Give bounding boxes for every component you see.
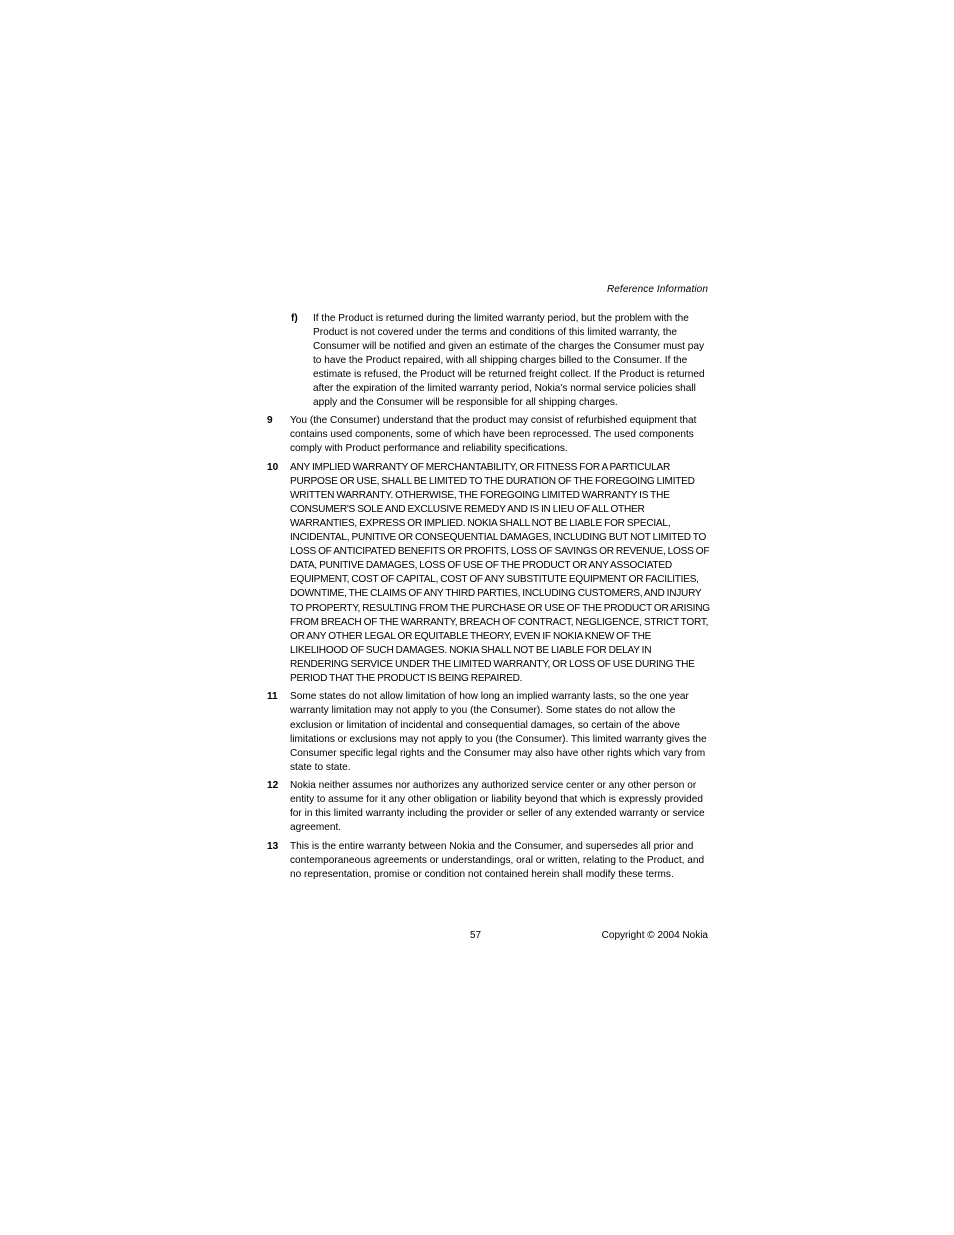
copyright-notice: Copyright © 2004 Nokia	[601, 930, 708, 941]
item-number: 10	[267, 462, 279, 474]
sub-item-marker: f)	[291, 313, 298, 324]
item-text: This is the entire warranty between Nokia and the Consumer, and supersedes all prior and contemporaneous agreements or understandings, oral or written, relating to the Product, and no representation, promise or condition not contained herein shall modify these terms.	[290, 841, 705, 881]
item-text: You (the Consumer) understand that the product may consist of refurbished equipment that contains used components, some of which have been reprocessed. The used components comply with Product performance and reliability specifications.	[290, 415, 697, 455]
warranty-terms	[267, 312, 711, 887]
list-item-11	[267, 690, 711, 774]
item-number: 11	[267, 691, 278, 703]
item-number: 12	[267, 780, 279, 792]
item-number: 9	[267, 415, 273, 427]
list-item-9	[267, 414, 711, 456]
page-number: 57	[470, 930, 482, 941]
item-text: Some states do not allow limitation of how long an implied warranty lasts, so the one year warranty limitation may not apply to you (the Consumer). Some states do not allow the exclusion or limitation of incidental and consequential damages, so certain of the above limitations or exclusions may not apply to you (the Consumer). This limited warranty gives the Consumer specific legal rights and the Consumer may also have other rights which vary from state to state.	[290, 691, 707, 773]
item-text: ANY IMPLIED WARRANTY OF MERCHANTABILITY, OR FITNESS FOR A PARTICULAR PURPOSE OR USE, SHALL BE LIMITED TO THE DURATION OF THE FOREGOING LIMITED WRITTEN WARRANTY. OTHERWISE, THE FOREGOING LIMITED WARRANTY IS THE CONSUMER'S SOLE AND EXCLUSIVE REMEDY AND IS IN LIEU OF ALL OTHER WARRANTIES, EXPRESS OR IMPLIED. NOKIA SHALL NOT BE LIABLE FOR SPECIAL, INCIDENTAL, PUNITIVE OR CONSEQUENTIAL DAMAGES, INCLUDING BUT NOT LIMITED TO LOSS OF ANTICIPATED BENEFITS OR PROFITS, LOSS OF SAVINGS OR REVENUE, LOSS OF DATA, PUNITIVE DAMAGES, LOSS OF USE OF THE PRODUCT OR ANY ASSOCIATED EQUIPMENT, COST OF CAPITAL, COST OF ANY SUBSTITUTE EQUIPMENT OR FACILITIES, DOWNTIME, THE CLAIMS OF ANY THIRD PARTIES, INCLUDING CUSTOMERS, AND INJURY TO PROPERTY, RESULTING FROM THE PURCHASE OR USE OF THE PRODUCT OR ARISING FROM BREACH OF THE WARRANTY, BREACH OF CONTRACT, NEGLIGENCE, STRICT TORT, OR ANY OTHER LEGAL OR EQUITABLE THEORY, EVEN IF NOKIA KNEW OF THE LIKELIHOOD OF SUCH DAMAGES. NOKIA SHALL NOT BE LIABLE FOR DELAY IN RENDERING SERVICE UNDER THE LIMITED WARRANTY, OR LOSS OF USE DURING THE PERIOD THAT THE PRODUCT IS BEING REPAIRED.	[290, 462, 710, 684]
sub-item-f	[267, 312, 711, 410]
list-item-13	[267, 840, 711, 882]
list-item-12	[267, 779, 711, 835]
running-head: Reference Information	[606, 284, 708, 295]
item-text: Nokia neither assumes nor authorizes any authorized service center or any other person or entity to assume for it any other obligation or liability beyond that which is expressly provided for in this limited warranty including the provider or seller of any extended warranty or service agreement.	[290, 780, 705, 834]
sub-item-text: If the Product is returned during the limited warranty period, but the problem with the Product is not covered under the terms and conditions of this limited warranty, the Consumer will be notified and given an estimate of the charges the Consumer must pay to have the Product repaired, with all shipping charges billed to the Consumer. If the estimate is refused, the Product will be returned freight collect. If the Product is returned after the expiration of the limited warranty period, Nokia's normal service policies shall apply and the Consumer will be responsible for all shipping charges.	[313, 313, 705, 409]
item-number: 13	[267, 841, 279, 853]
list-item-10	[267, 461, 711, 686]
